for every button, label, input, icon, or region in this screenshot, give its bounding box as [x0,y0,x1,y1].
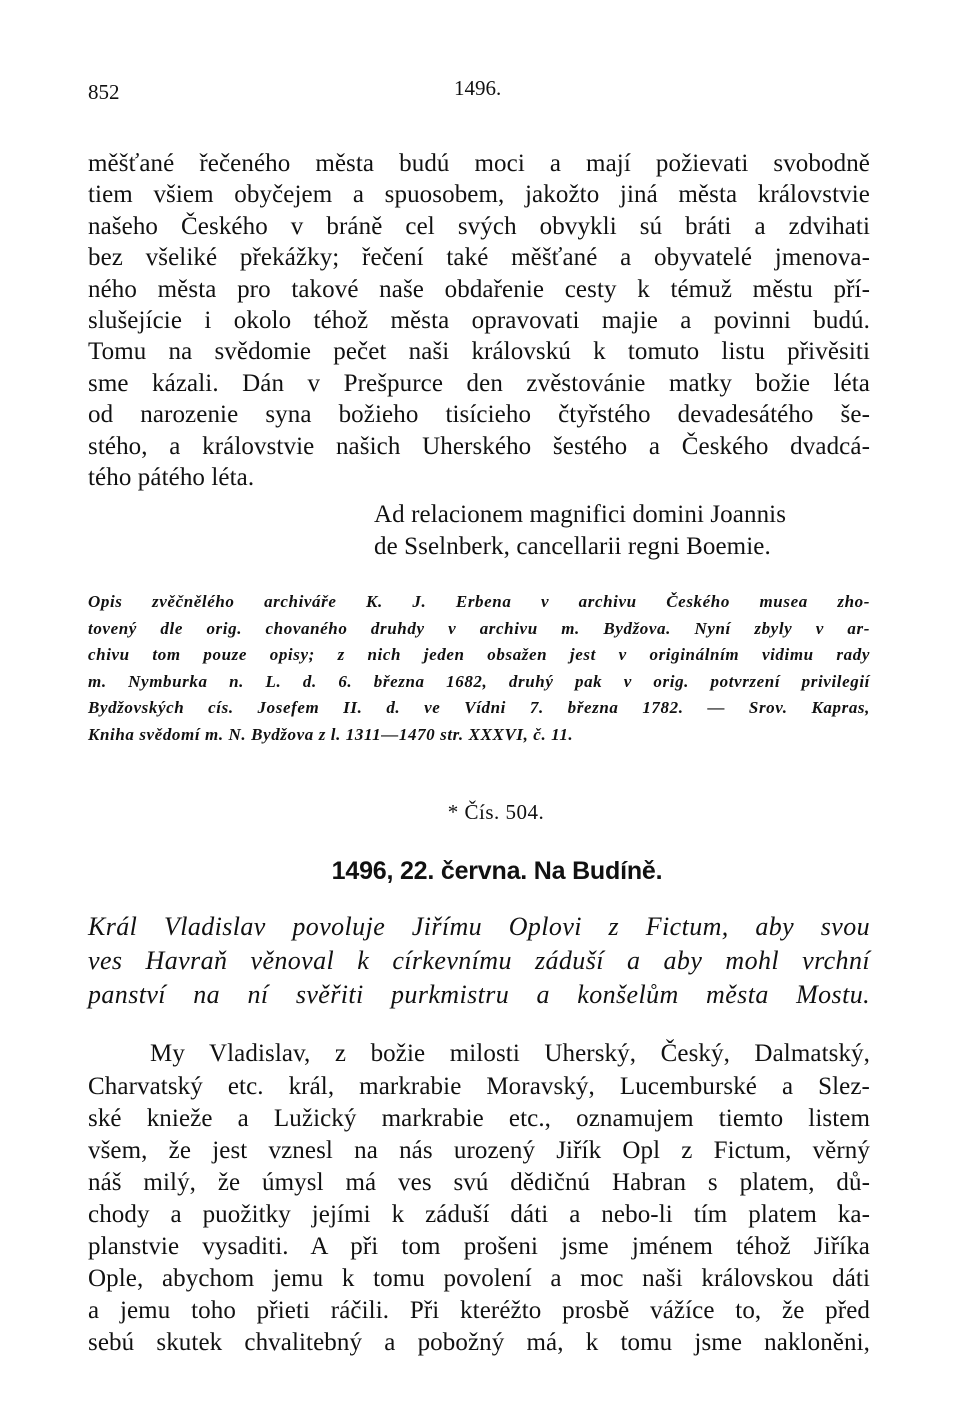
text-line: tého pátého léta. [88,464,255,492]
note-line: tovený dle orig. chovaného druhdy v archivu m. Bydžova. Nyní zbyly v ar- [88,618,870,638]
text-line: Tomu na svědomie pečet naši královskú k tomuto listu přivěsiti [88,338,870,366]
text-line: My Vladislav, z božie milosti Uherský, Český, Dalmatský, [150,1040,870,1068]
note-line: Bydžovských cís. Josefem II. d. ve Vídni 7. března 1782. — Srov. Kapras, [88,698,870,718]
text-line: sme kázali. Dán v Prešpurce den zvěstovánie matky božie léta [88,369,870,397]
running-header-year: 1496. [454,76,502,100]
text-line: stého, a královstvie našich Uherského šestého a Českého dvadcá- [88,432,870,460]
text-line: od narozenie syna božieho tisícieho čtyřstého devadesátého še- [88,401,870,429]
text-line: měšťané řečeného města budú moci a mají požievati svobodně [88,150,870,177]
signature-line: Ad relacionem magnifici domini Joannis [374,501,787,529]
text-line: tiem všiem obyčejem a spuosobem, jakožto jiná města královstvie [88,181,870,209]
text-line: chody a puožitky jejími k záduší dáti a nebo-li tím platem ka- [88,1200,870,1228]
text-line: ného města pro takové naše obdařenie cesty k témuž městu pří- [88,275,870,303]
text-line: Ople, abychom jemu k tomu povolení a moc naši královskou dáti [88,1265,870,1293]
text-line: sebú skutek chvalitebný a pobožný má, k tomu jsme nakloněni, [88,1329,870,1357]
regest-line: panství na ní svěřiti purkmistru a konšelům města Mostu. [88,980,870,1010]
page-number: 852 [88,80,120,104]
regest-line: Král Vladislav povoluje Jiřímu Oplovi z Fictum, aby svou [88,912,870,942]
previous-document-text [88,148,870,493]
text-line: bez všeliké překážky; řečení také měšťané a obyvatelé jmenova- [88,244,870,272]
text-line: planstvie vysaditi. A při tom prošeni jsme jménem téhož Jiříka [88,1233,870,1261]
regest-line: ves Havraň věnoval k církevnímu záduší a aby mohl vrchní [88,946,870,976]
note-line: Kniha svědomí m. N. Bydžova z l. 1311—1470 str. XXXVI, č. 11. [88,724,574,744]
text-line: náš milý, že úmysl má ves svú dědičnú Habran s platem, dů- [88,1168,870,1196]
note-line: chivu tom pouze opisy; z nich jeden obsažen jest v originálním vidimu rady [88,645,870,665]
text-line: ské knieže a Lužický markrabie etc., oznamujem tiemto listem [88,1104,870,1132]
note-line: m. Nymburka n. L. d. 6. března 1682, druhý pak v orig. potvrzení privilegií [88,671,870,691]
book-page [88,76,870,1359]
text-line: slušejície i okolo téhož města opravovati majie a povinni budú. [88,307,870,335]
note-line: Opis zvěčnělého archiváře K. J. Erbena v archivu Českého musea zho- [88,592,870,612]
document-regest [88,910,870,1012]
document-number: * Čís. 504. [447,800,545,825]
page-header [88,76,870,120]
signature-line: de Sselnberk, cancellarii regni Boemie. [374,533,771,561]
text-line: všem, že jest vznesl na nás urozený Jiřík Opl z Fictum, věrný [88,1136,870,1164]
chancery-signature [374,499,870,563]
source-note [88,589,870,748]
text-line: našeho Českého v bráně cel svých obvykli sú bráti a zdvihati [88,212,870,240]
document-text [88,1038,870,1359]
text-line: Charvatský etc. král, markrabie Moravský, Lucemburské a Slez- [88,1072,870,1100]
document-heading: 1496, 22. června. Na Budíně. [331,857,663,886]
text-line: a jemu toho přieti ráčili. Při kteréžto prosbě vážíce to, že před [88,1297,870,1325]
